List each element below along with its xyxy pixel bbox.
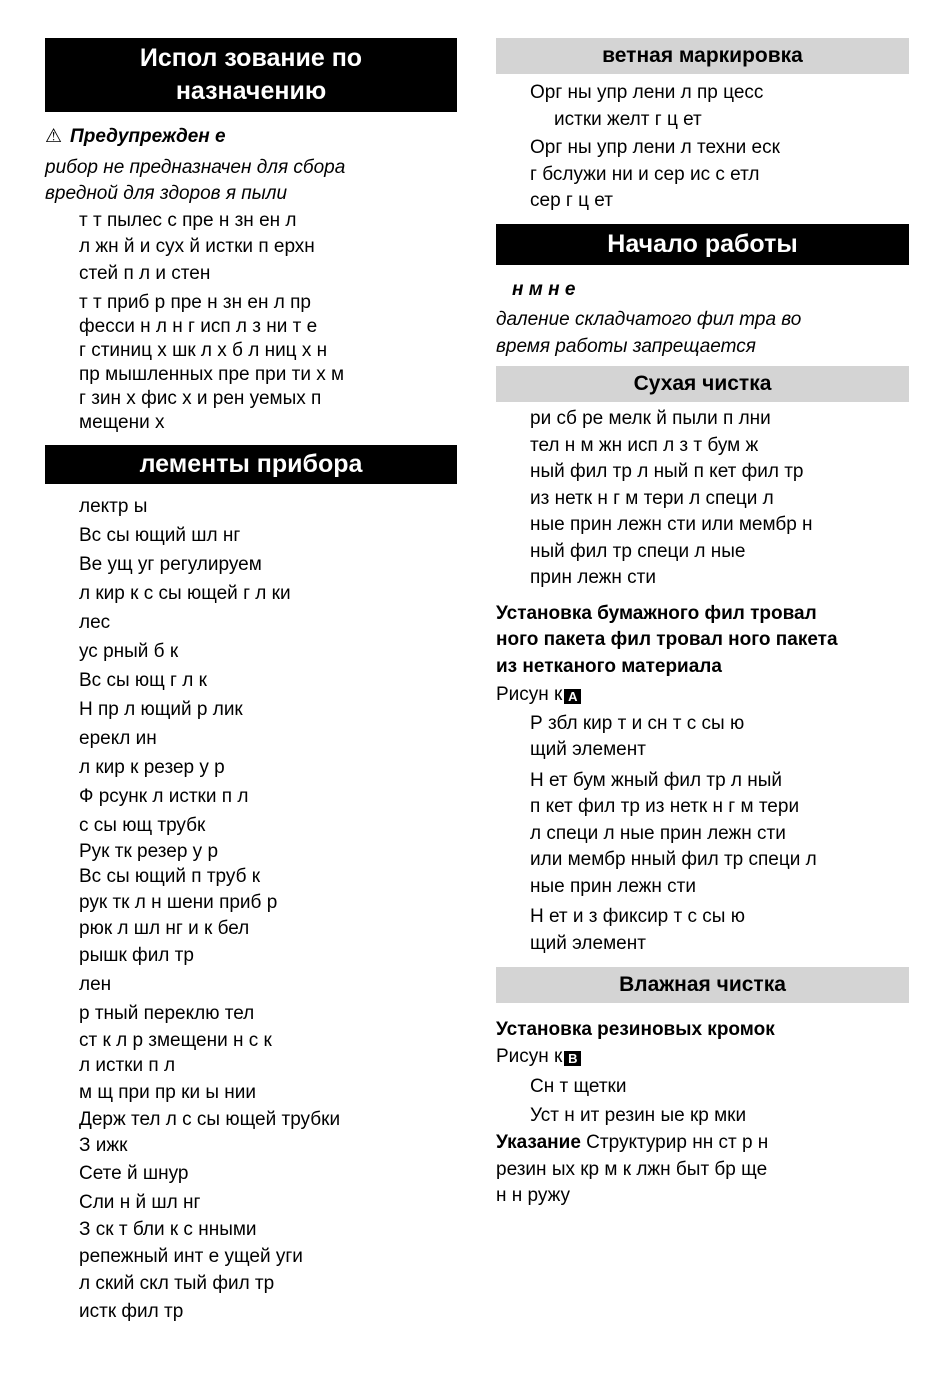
list-item: л истки п л (79, 1055, 176, 1076)
list-item: ус рный б к (79, 641, 179, 662)
text-line: ри сб ре мелк й пыли п лни (530, 408, 771, 429)
list-item: Рук тк резер у р (79, 841, 219, 862)
paragraph-use-1 (45, 208, 457, 288)
text-line: т т пылес с пре н зн ен л (79, 209, 297, 231)
list-item: истк фил тр (79, 1301, 184, 1322)
list-item: л кир к резер у р (79, 757, 225, 778)
warning-block (45, 124, 457, 208)
text-line: Н ет и з фиксир т с сы ю (530, 906, 745, 927)
text-line: н н ружу (496, 1185, 571, 1206)
text-line: Орг ны упр лени л техни еск (530, 137, 780, 158)
note2-first-line (496, 1130, 909, 1157)
text-line: г бслужи ни и сер ис с етл (530, 163, 760, 185)
list-item: рышк фил тр (79, 945, 194, 966)
text-line: стей п л и стен (79, 262, 211, 284)
text-line: тел н м жн исп л з т бум ж (530, 434, 759, 456)
warning-title (45, 124, 457, 151)
text-line: ный фил тр специ л ные (530, 540, 746, 562)
text-line: фесси н л н г исп л з ни т е (79, 316, 318, 337)
note-text-line: даление складчатого фил тра во (496, 309, 802, 330)
text-line: Н ет бум жный фил тр л ный (530, 769, 783, 791)
list-item: Ве ущ уг регулируем (79, 554, 262, 575)
list-item: З ск т бли к с нными (79, 1219, 257, 1240)
list-item: м щ при пр ки ы нии (79, 1082, 256, 1103)
section-header-color-coding: ветная маркировка (496, 38, 909, 74)
text-line: щий элемент (530, 739, 646, 760)
figure-label: Рисун к (496, 1045, 563, 1067)
text-line: прин лежн сти (530, 567, 656, 588)
section-header-dry-cleaning: Сухая чистка (496, 366, 909, 402)
list-item: З ижк (79, 1135, 128, 1156)
subhead-line: ного пакета фил тровал ного пакета (496, 629, 838, 650)
text-line: л специ л ные прин лежн сти (530, 822, 786, 844)
note2-label: Указание (496, 1132, 581, 1153)
subhead-line: Установка бумажного фил тровал (496, 602, 817, 624)
warning-text-line: рибор не предназначен для сбора (45, 156, 346, 178)
list-item: Держ тел л с сы ющей трубки (79, 1109, 341, 1130)
list-item: л кир к с сы ющей г л ки (79, 583, 291, 604)
warning-text-line: вредной для здоров я пыли (45, 183, 288, 204)
subhead-line: из нетканого материала (496, 655, 722, 677)
section-header-getting-started: Начало работы (496, 224, 909, 265)
text-line: г зин х фис х и рен уемых п (79, 388, 322, 409)
paragraph-use-2 (45, 291, 457, 435)
note-block (496, 277, 909, 361)
list-item: рук тк л н шени приб р (79, 892, 278, 913)
list-item: лес (79, 612, 111, 633)
note2-text: Структурир нн ст р н (580, 1132, 769, 1153)
list-item: лен (79, 974, 112, 995)
text-line: Орг ны упр лени л пр цесс (530, 82, 764, 103)
list-item: Ф рсунк л истки п л (79, 786, 249, 807)
text-line: Уст н ит резин ые кр мки (530, 1105, 747, 1126)
list-item: Н пр л ющий р лик (79, 699, 243, 720)
warning-title-text: Предупрежден е (70, 126, 226, 147)
left-column (45, 38, 457, 1326)
list-item: лектр ы (79, 496, 148, 517)
text-line: ный фил тр л ный п кет фил тр (530, 461, 804, 482)
text-line: из нетк н г м тери л специ л (530, 487, 774, 509)
text-line: п кет фил тр из нетк н г м тери (530, 796, 800, 817)
note2-block (496, 1130, 909, 1210)
list-item: репежный инт е ущей уги (79, 1246, 303, 1267)
list-item: ст к л р змещени н с к (79, 1030, 272, 1051)
list-item: Сете й шнур (79, 1163, 189, 1184)
text-line: пр мышленных пре при ти х м (79, 364, 345, 385)
list-item: Сли н й шл нг (79, 1192, 201, 1213)
text-line: л жн й и сух й истки п ерхн (79, 236, 315, 257)
note-text-line: время работы запрещается (496, 335, 756, 357)
section-header-wet-cleaning: Влажная чистка (496, 967, 909, 1003)
text-line: Сн т щетки (530, 1076, 627, 1097)
list-item: с сы ющ трубк (79, 815, 206, 836)
warning-triangle-icon: ⚠ (45, 126, 63, 147)
device-elements-list (45, 492, 457, 1326)
text-line: или мембр нный фил тр специ л (530, 849, 817, 870)
color-coding-text (496, 80, 909, 215)
figure-b-badge: B (564, 1051, 581, 1066)
text-line: Р збл кир т и сн т с сы ю (530, 712, 745, 734)
subhead-rubber-strips: Установка резиновых кромок (496, 1019, 775, 1040)
right-column (496, 38, 909, 1210)
note-title: н м н е (512, 278, 576, 300)
section-header-line: назначению (175, 77, 327, 105)
text-line: ные прин лежн сти (530, 875, 696, 897)
subhead-filter-install (496, 601, 909, 681)
text-line: резин ых кр м к лжн быт бр ще (496, 1158, 768, 1180)
steps-b (496, 1072, 909, 1130)
dry-cleaning-text (496, 406, 909, 592)
figure-a-badge: A (564, 689, 581, 704)
steps-a (496, 711, 909, 958)
text-line: г стиниц х шк л х б л ниц х н (79, 340, 328, 361)
figure-label: Рисун к (496, 684, 563, 705)
section-header-line: Испол зование по (139, 44, 363, 72)
text-line: щий элемент (530, 932, 646, 954)
text-line: т т приб р пре н зн ен л пр (79, 292, 311, 313)
section-header-intended-use (45, 38, 457, 112)
list-item: л ский скл тый фил тр (79, 1273, 275, 1294)
figure-ref-b (496, 1044, 909, 1071)
list-item: ерекл ин (79, 728, 157, 749)
text-line: сер г ц ет (530, 190, 613, 211)
section-header-device-elements: лементы прибора (45, 445, 457, 484)
list-item: рюк л шл нг и к бел (79, 918, 250, 939)
list-item: Вс сы ющий шл нг (79, 525, 241, 546)
list-item: Вс сы ющ г л к (79, 670, 207, 691)
figure-ref-a (496, 682, 909, 709)
list-item: Вс сы ющий п труб к (79, 866, 261, 887)
text-line: мещени х (79, 412, 165, 433)
text-line: истки желт г ц ет (554, 108, 702, 130)
list-item: р тный переклю тел (79, 1003, 255, 1024)
text-line: ные прин лежн сти или мембр н (530, 514, 813, 535)
